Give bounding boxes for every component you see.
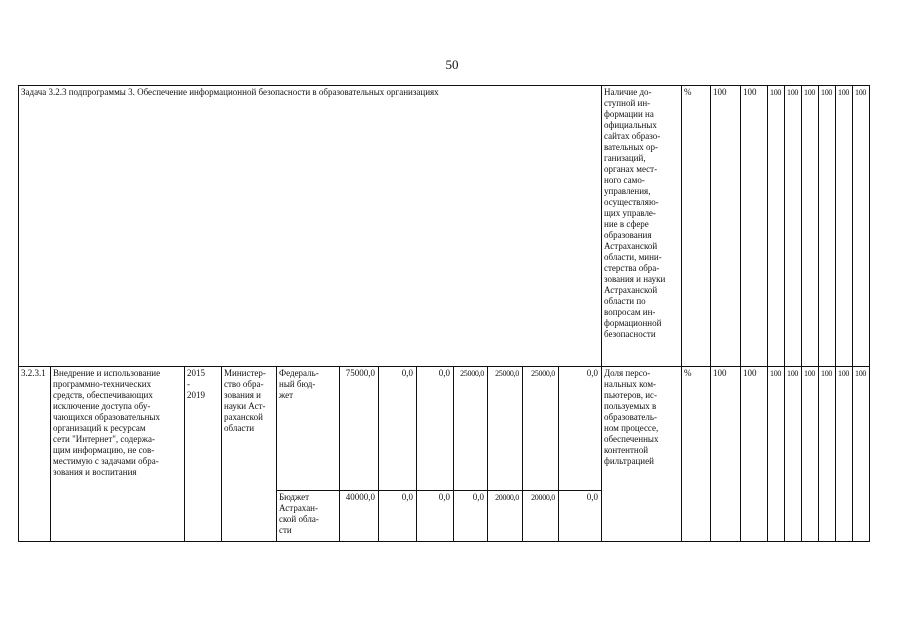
- funding-amount: 0,0: [379, 491, 417, 542]
- task-value: 100: [711, 86, 741, 367]
- activity-row-federal: [19, 367, 870, 491]
- funding-source: Бюджет Астрахан- ской обла- сти: [277, 491, 340, 542]
- activity-name: Внедрение и использование программно-технических средств, обеспечивающих исключение доступа обу- чающихся образовательных организаций к ресурсам сети "Интернет", содержа- щим информацию, не сов- местимую с задачами обра- зования и воспитания: [51, 367, 185, 542]
- task-value: 100: [819, 86, 836, 367]
- activity-value: 100: [836, 367, 853, 542]
- activity-executor: Министер- ство обра- зования и науки Аст- раханской области: [222, 367, 277, 542]
- funding-amount: 0,0: [417, 491, 454, 542]
- activity-years: 2015 - 2019: [185, 367, 222, 542]
- funding-amount: 20000,0: [488, 491, 523, 542]
- activity-indicator: Доля персо- нальных ком- пьютеров, ис- пользуемых в образователь- ном процессе, обеспеченных контентной фильтрацией: [602, 367, 682, 542]
- activity-value: 100: [853, 367, 870, 542]
- funding-source: Федераль- ный бюд- жет: [277, 367, 340, 491]
- funding-amount: 75000,0: [340, 367, 379, 491]
- funding-amount: 25000,0: [454, 367, 488, 491]
- funding-amount: 0,0: [379, 367, 417, 491]
- funding-amount: 0,0: [559, 367, 602, 491]
- page-number: 50: [445, 57, 459, 72]
- funding-amount: 0,0: [559, 491, 602, 542]
- task-row: [19, 86, 870, 367]
- funding-amount: 0,0: [417, 367, 454, 491]
- funding-amount: 25000,0: [488, 367, 523, 491]
- funding-amount: 40000,0: [340, 491, 379, 542]
- task-value: 100: [785, 86, 802, 367]
- task-value: 100: [741, 86, 768, 367]
- activity-code: 3.2.3.1: [19, 367, 51, 542]
- task-value: 100: [836, 86, 853, 367]
- activity-value: 100: [802, 367, 819, 542]
- program-table: [18, 85, 870, 542]
- task-value: 100: [853, 86, 870, 367]
- activity-value: 100: [711, 367, 741, 542]
- task-unit: %: [682, 86, 711, 367]
- funding-amount: 25000,0: [523, 367, 559, 491]
- activity-value: 100: [785, 367, 802, 542]
- task-indicator: Наличие до- ступной ин- формации на официальных сайтах образо- вательных ор- ганизаций, органах мест- ного само- управления, осуществляю- щих управле- ние в сфере образования Астраханской области, мини- стерства обра- зования и науки Астраханской области по вопросам ин- формационной безопасности: [602, 86, 682, 367]
- funding-amount: 0,0: [454, 491, 488, 542]
- task-title: Задача 3.2.3 подпрограммы 3. Обеспечение информационной безопасности в образовательных организациях: [19, 86, 602, 367]
- task-value: 100: [802, 86, 819, 367]
- activity-value: 100: [819, 367, 836, 542]
- activity-value: 100: [768, 367, 785, 542]
- task-value: 100: [768, 86, 785, 367]
- activity-unit: %: [682, 367, 711, 542]
- activity-value: 100: [741, 367, 768, 542]
- funding-amount: 20000,0: [523, 491, 559, 542]
